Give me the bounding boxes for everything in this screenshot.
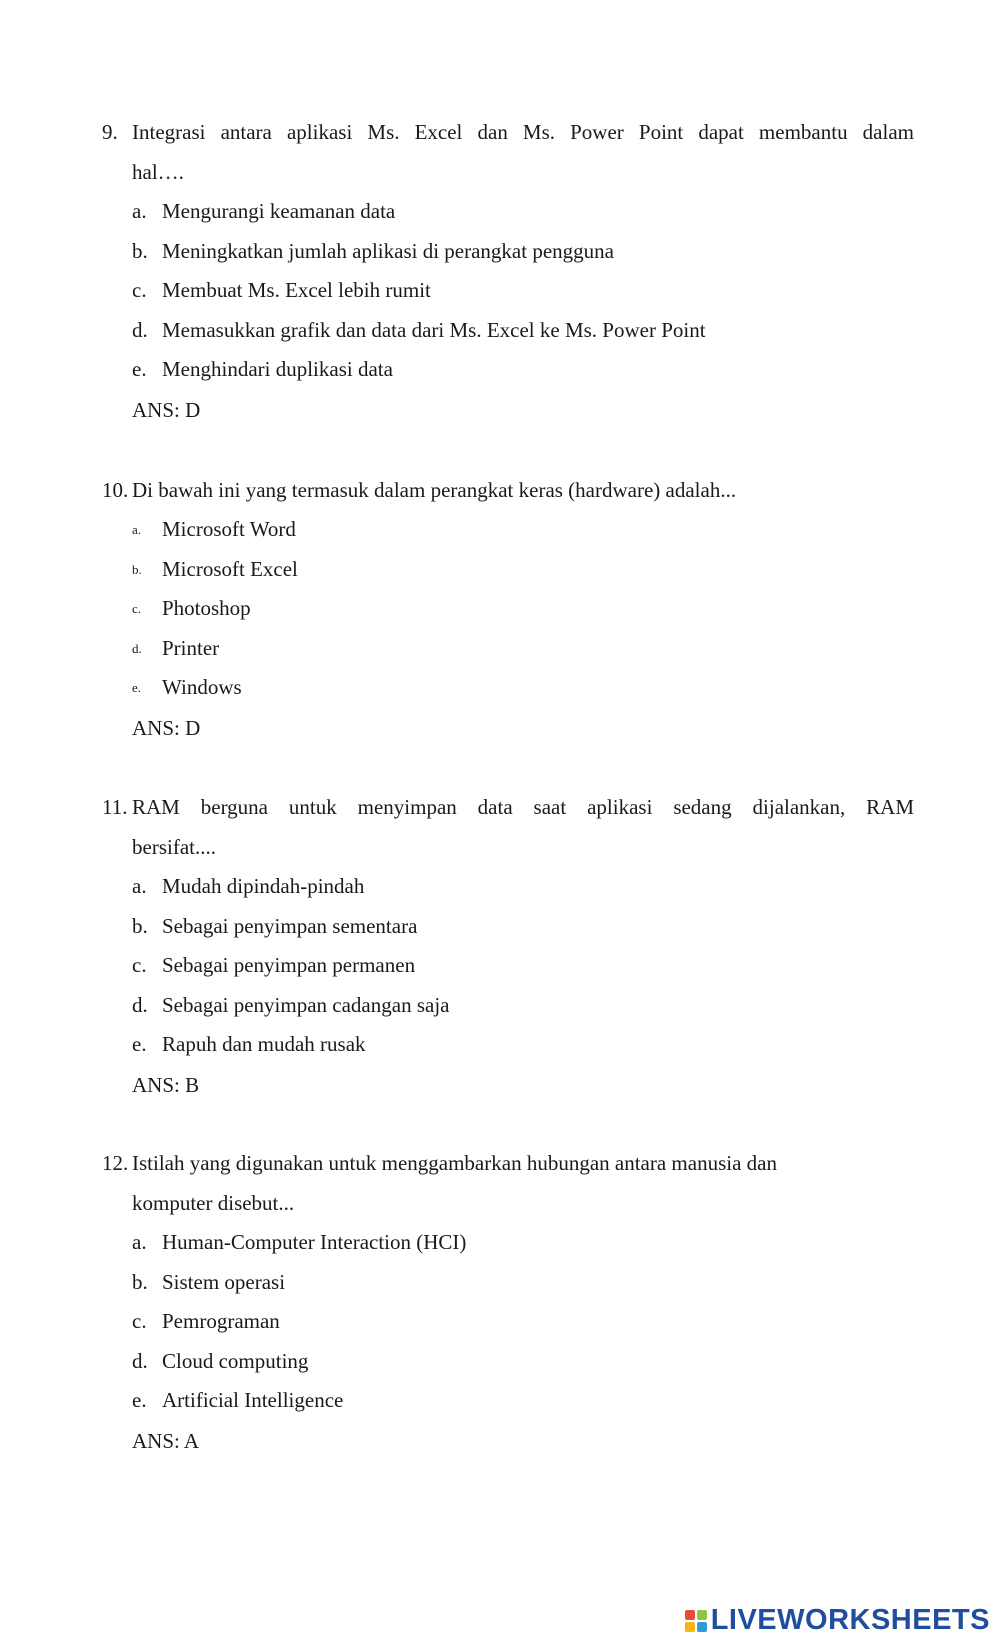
option-e [132, 350, 914, 390]
option-text: Cloud computing [162, 1348, 309, 1373]
option-d [132, 311, 914, 351]
option-a [132, 192, 914, 232]
option-letter: c. [132, 953, 147, 977]
option-b [132, 1263, 914, 1303]
option-text: Sebagai penyimpan cadangan saja [162, 992, 450, 1017]
question-stem [102, 787, 914, 827]
option-letter: a. [132, 874, 147, 898]
question-12 [102, 1143, 914, 1461]
answer-key: ANS: D [132, 397, 201, 422]
option-text: Printer [162, 635, 220, 660]
option-letter: e. [132, 680, 142, 695]
liveworksheets-logo-text: LIVEWORKSHEETS [710, 1604, 990, 1636]
option-a [132, 510, 914, 550]
question-text-continuation: bersifat.... [132, 835, 216, 859]
option-text: Membuat Ms. Excel lebih rumit [162, 278, 431, 302]
question-10 [102, 470, 914, 748]
question-stem [102, 112, 914, 152]
option-letter: d. [132, 1348, 148, 1373]
option-d [132, 629, 914, 669]
option-e [132, 1025, 914, 1065]
liveworksheets-logo-icon [685, 1610, 707, 1632]
option-text: Windows [162, 675, 242, 699]
option-letter: b. [132, 238, 148, 263]
logo-tile [697, 1622, 707, 1632]
question-text: RAM berguna untuk menyimpan data saat aplikasi sedang dijalankan, RAM [132, 795, 914, 819]
option-letter: e. [132, 357, 147, 381]
option-text: Microsoft Word [162, 517, 296, 541]
option-letter: a. [132, 199, 147, 223]
option-e [132, 668, 914, 708]
option-letter: b. [132, 1269, 148, 1294]
option-letter: c. [132, 278, 147, 302]
option-letter: a. [132, 1230, 147, 1254]
option-b [132, 907, 914, 947]
option-text: Mengurangi keamanan data [162, 199, 396, 223]
option-d [132, 986, 914, 1026]
option-e [132, 1381, 914, 1421]
option-a [132, 867, 914, 907]
question-text: Di bawah ini yang termasuk dalam perangkat keras (hardware) adalah... [132, 478, 737, 502]
option-text: Sebagai penyimpan sementara [162, 913, 418, 938]
option-text: Rapuh dan mudah rusak [162, 1032, 366, 1056]
option-letter: c. [132, 601, 142, 616]
option-b [132, 232, 914, 272]
option-d [132, 1342, 914, 1382]
question-number: 11. [102, 795, 128, 819]
option-letter: d. [132, 640, 142, 656]
option-text: Mudah dipindah-pindah [162, 874, 365, 898]
option-text: Microsoft Excel [162, 556, 298, 581]
option-text: Memasukkan grafik dan data dari Ms. Excel ke Ms. Power Point [162, 317, 706, 342]
option-b [132, 550, 914, 590]
option-text: Sistem operasi [162, 1269, 286, 1294]
answer-key: ANS: A [132, 1428, 200, 1453]
logo-tile [685, 1622, 695, 1632]
question-stem [102, 1143, 914, 1183]
option-text: Menghindari duplikasi data [162, 357, 393, 381]
option-text: Meningkatkan jumlah aplikasi di perangkat pengguna [162, 238, 614, 263]
option-text: Human-Computer Interaction (HCI) [162, 1230, 467, 1254]
question-stem [102, 470, 914, 510]
option-letter: b. [132, 561, 142, 577]
option-text: Artificial Intelligence [162, 1388, 344, 1412]
option-letter: a. [132, 522, 142, 537]
option-text: Pemrograman [162, 1309, 280, 1333]
option-letter: d. [132, 317, 148, 342]
question-number: 12. [102, 1151, 129, 1175]
question-number: 10. [102, 478, 129, 502]
option-letter: b. [132, 913, 148, 938]
question-text-continuation: hal…. [132, 160, 184, 184]
question-text: Istilah yang digunakan untuk menggambarkan hubungan antara manusia dan [132, 1151, 777, 1175]
answer-key: ANS: D [132, 715, 201, 740]
option-letter: e. [132, 1388, 147, 1412]
logo-tile [685, 1610, 695, 1620]
logo-tile [697, 1610, 707, 1620]
answer-key: ANS: B [132, 1072, 200, 1097]
option-text: Sebagai penyimpan permanen [162, 953, 416, 977]
option-letter: c. [132, 1309, 147, 1333]
question-number: 9. [102, 120, 118, 144]
question-9 [102, 112, 914, 430]
question-text-continuation: komputer disebut... [132, 1191, 295, 1215]
option-letter: d. [132, 992, 148, 1017]
option-c [132, 946, 914, 986]
option-text: Photoshop [162, 596, 251, 620]
option-c [132, 589, 914, 629]
question-11 [102, 787, 914, 1105]
option-c [132, 1302, 914, 1342]
question-text: Integrasi antara aplikasi Ms. Excel dan Ms. Power Point dapat membantu dalam [132, 120, 914, 144]
liveworksheets-logo [685, 1604, 990, 1637]
option-a [132, 1223, 914, 1263]
option-c [132, 271, 914, 311]
option-letter: e. [132, 1032, 147, 1056]
